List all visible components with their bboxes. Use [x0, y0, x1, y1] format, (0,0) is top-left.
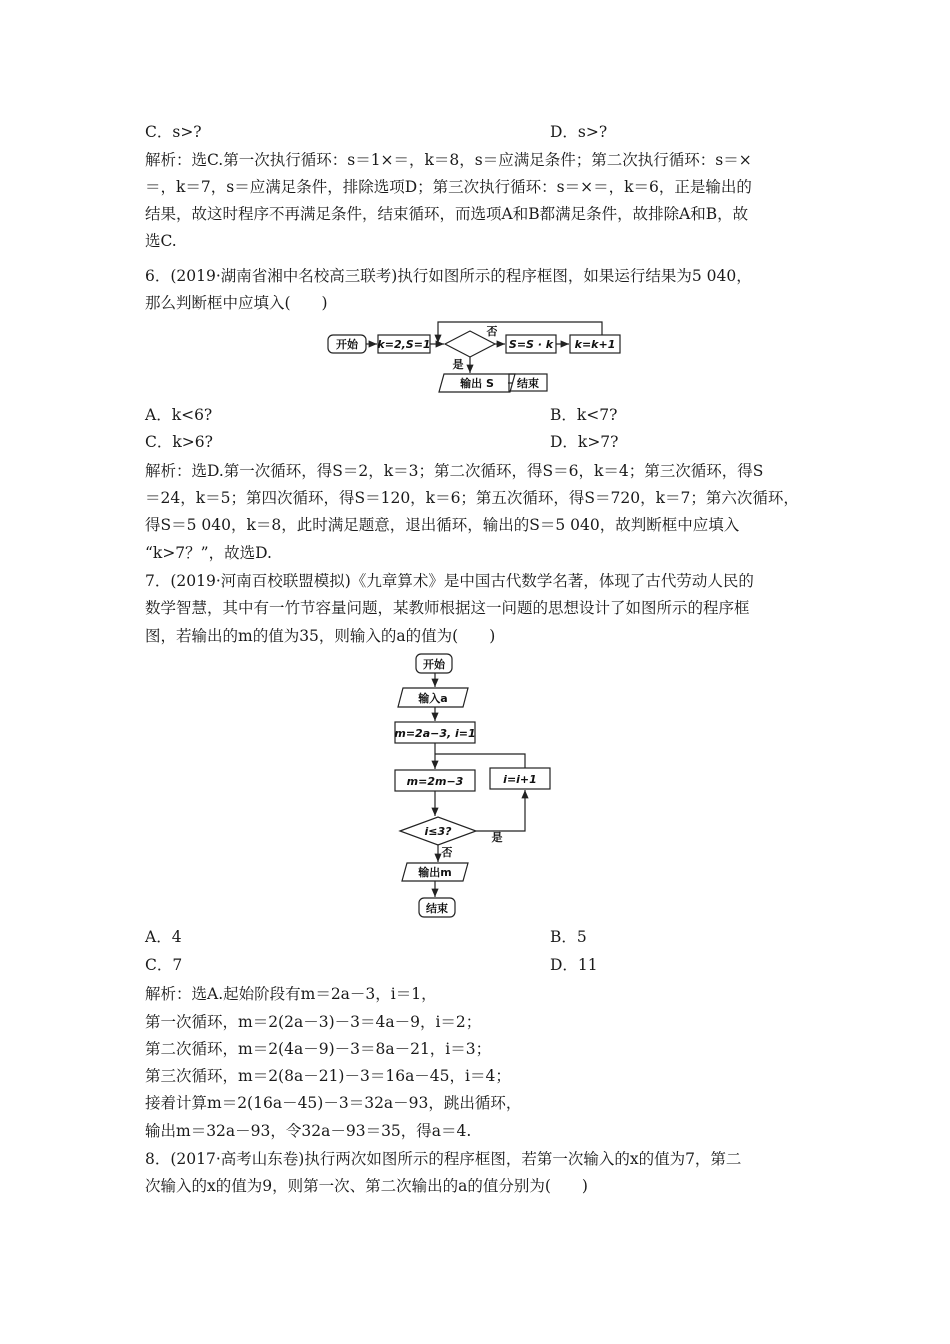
init-label: k=2,S=1	[377, 338, 431, 351]
q7-option-d: D．11	[550, 956, 598, 974]
output-label: 输出m	[418, 866, 452, 879]
q6-flowchart	[320, 318, 630, 400]
q7-solution-line: 接着计算m＝2(16a－45)－3＝32a－93，跳出循环，	[145, 1094, 522, 1112]
input-label: 输入a	[418, 692, 448, 705]
no-label: 否	[486, 325, 498, 338]
q6-option-d: D．k>7?	[550, 433, 619, 451]
q7-solution-line: 第三次循环，m＝2(8a－21)－3＝16a－45，i＝4；	[145, 1067, 511, 1085]
q5-option-c: C．s>?	[145, 123, 202, 141]
q6-stem-line: 那么判断框中应填入( )	[145, 294, 328, 312]
no-label: 否	[441, 846, 453, 859]
q7-solution-line: 输出m＝32a－93，令32a－93＝35，得a＝4.	[145, 1122, 472, 1140]
q7-stem-line: 7．(2019·河南百校联盟模拟)《九章算术》是中国古代数学名著，体现了古代劳动人民的	[145, 572, 754, 590]
q6-solution-line: “k>7？”，故选D.	[145, 544, 272, 562]
q6-stem-line: 6．(2019·湖南省湘中名校高三联考)执行如图所示的程序框图，如果运行结果为5 040，	[145, 267, 752, 285]
q8-stem-line: 次输入的x的值为9，则第一次、第二次输出的a的值分别为( )	[145, 1177, 588, 1195]
q6-option-a: A．k<6?	[145, 406, 213, 424]
init-label: m=2a−3, i=1	[394, 727, 476, 740]
q6-solution-line: ＝24，k＝5；第四次循环，得S＝120，k＝6；第五次循环，得S＝720，k＝7；第六次循环，	[145, 489, 799, 507]
q5-solution-line: 结果，故这时程序不再满足条件，结束循环，而选项A和B都满足条件，故排除A和B，故	[145, 205, 749, 223]
q8-stem-line: 8．(2017·高考山东卷)执行两次如图所示的程序框图，若第一次输入的x的值为7，第二	[145, 1150, 742, 1168]
q7-option-a: A．4	[145, 928, 182, 946]
q7-option-c: C．7	[145, 956, 183, 974]
yes-label: 是	[491, 831, 503, 844]
end-label: 结束	[426, 902, 448, 915]
q5-solution-line: ＝，k＝7，s＝应满足条件，排除选项D；第三次执行循环：s＝×＝，k＝6，正是输出的	[145, 178, 752, 196]
q7-stem-line: 数学智慧，其中有一竹节容量问题，某教师根据这一问题的思想设计了如图所示的程序框	[145, 599, 750, 617]
q5-option-d: D．s>?	[550, 123, 608, 141]
q7-stem-line: 图，若输出的m的值为35，则输入的a的值为( )	[145, 627, 496, 645]
q6-solution-line: 得S＝5 040，k＝8，此时满足题意，退出循环，输出的S＝5 040，故判断框中应填入	[145, 516, 740, 534]
end-label: 结束	[517, 377, 539, 390]
output-label: 输出 S	[460, 377, 494, 390]
condition-label: i≤3?	[424, 825, 452, 838]
start-label: 开始	[336, 338, 358, 351]
multiply-label: S=S · k	[508, 338, 554, 351]
start-label: 开始	[423, 658, 445, 671]
increment-label: i=i+1	[503, 773, 537, 786]
q6-option-c: C．k>6?	[145, 433, 213, 451]
q5-solution-line: 选C.	[145, 232, 177, 250]
q5-solution-line: 解析：选C.第一次执行循环：s＝1×＝，k＝8，s＝应满足条件；第二次执行循环：s＝×	[145, 151, 752, 169]
yes-label: 是	[452, 358, 464, 371]
q7-flowchart	[385, 650, 565, 922]
q6-option-b: B．k<7?	[550, 406, 618, 424]
increment-label: k=k+1	[574, 338, 616, 351]
q7-solution-line: 第一次循环，m＝2(2a－3)－3＝4a－9，i＝2；	[145, 1013, 482, 1031]
q7-solution-line: 第二次循环，m＝2(4a－9)－3＝8a－21，i＝3；	[145, 1040, 492, 1058]
q7-option-b: B．5	[550, 928, 587, 946]
q7-solution-line: 解析：选A.起始阶段有m＝2a－3，i＝1，	[145, 985, 437, 1003]
calc-label: m=2m−3	[406, 775, 464, 788]
q6-solution-line: 解析：选D.第一次循环，得S＝2，k＝3；第二次循环，得S＝6，k＝4；第三次循环，得S	[145, 462, 764, 480]
